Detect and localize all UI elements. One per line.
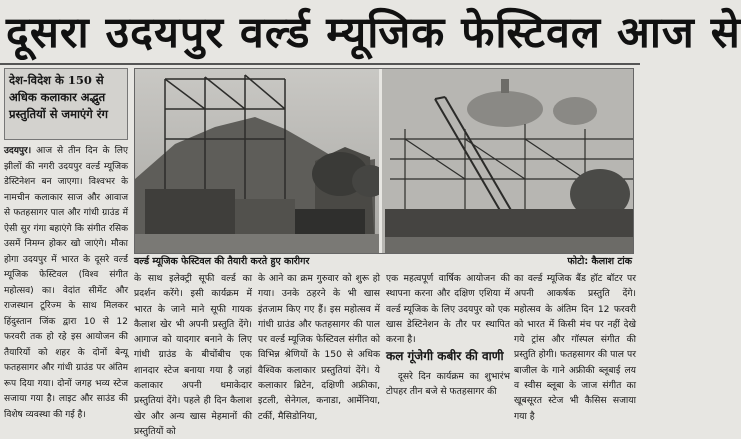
- column-subheading: कल गूंजेगी कबीर की वाणी: [386, 349, 504, 363]
- article-column-4: का वर्ल्ड म्यूजिक बैंड हॉट बॉटर पर अपनी आकर्षक प्रस्तुति देंगे। महोत्सव के अंतिम दिन 12 फरवरी को भारत में किसी मंच पर नहीं देखे गये ट्रांस और गॉस्पल संगीत की प्रस्तुति होगी। फतहसागर की पाल पर बाजील के गाने अफ्रीकी ब्लूबाई लय व स्वीस ब्लूबा के जाज संगीत का खूबसूरत स्टेज भी कैसिस सजाया गया है: [514, 273, 636, 422]
- photo-caption: वर्ल्ड म्यूजिक फेस्टिवल की तैयारी करते हुए कारीगर: [134, 256, 310, 267]
- article-column-3-top: एक महत्वपूर्ण वार्षिक आयोजन की स्थापना करना और दक्षिण एशिया में वर्ल्ड म्यूजिक के लिए उदयपुर को एक खास डेस्टिनेशन के तौर पर स्थापित करना है।: [386, 273, 510, 346]
- article-column-2: के आने का क्रम गुरुवार को शुरू हो गया। उनके ठहरने के भी खास इंतजाम किए गए हैं। इस महोत्सव में गांधी ग्राउंड और फतहसागर की पाल पर वर्ल्ड म्यूजिक फेस्टिवल संगीत को विभिन्न श्रेणियों के 150 से अधिक वैश्विक कलाकार प्रस्तुतियां देंगे। ये कलाकार ब्रिटेन, दक्षिणी अफ्रीका, इटली, सेनेगल, कनाडा, आर्मेनिया, टर्की, मैसिडोनिया,: [258, 273, 380, 422]
- left-column: [4, 144, 128, 420]
- subhead-box: देश-विदेश के 150 से अधिक कलाकार अद्भुत प्रस्तुतियों से जमाएंगे रंग: [4, 68, 128, 140]
- news-photo: [134, 68, 634, 254]
- headline: दूसरा उदयपुर वर्ल्ड म्यूजिक फेस्टिवल आज से: [6, 8, 741, 58]
- photo-credit: फोटो: कैलाश टांक: [567, 256, 632, 267]
- photo-caption-row: [134, 255, 634, 269]
- article-column-1: के साथ इलेक्ट्री सूफी वर्ल्ड का प्रदर्शन करेंगे। इसी कार्यक्रम में भारत के जाने माने सूफी गायक कैलाश खेर भी अपनी प्रस्तुति देंगे। आगाज को यादगार बनाने के लिए गांधी ग्राउंड के बीचोंबीच एक शानदार स्टेज बनाया गया है जहां कलाकार अपनी धमाकेदार प्रस्तुतियां देंगे। पहले ही दिन कैलाश खेर और अन्य खास मेहमानों की प्रस्तुतियों को: [134, 273, 252, 437]
- left-column-text: आज से तीन दिन के लिए झीलों की नगरी उदयपुर वर्ल्ड म्यूजिक डेस्टिनेशन बन जाएगा। विश्वभर के नामचीन कलाकार साज और आवाज से फतहसागर पाल और गांधी ग्राउंड में ऐसी सुर गंगा बहाएंगे कि संगीत रसिक उसमें निमग्न होकर खो जाएंगे। मौका होगा उदयपुर में भारत के दूसरे वर्ल्ड म्यूजिक फेस्टिवल (विश्व संगीत महोत्सव) का। वेदांत सीमेंट और राजस्थान टूरिज्म के साथ मिलकर हिंदुस्तान जिंक द्वारा 10 से 12 फरवरी तक हो रहे इस आयोजन की तैयारियों को शहर के दोनों बेन्यू फतहसागर और गांधी ग्राउंड पर अंतिम रूप दिया गया। दोनों जगह भव्य स्टेज सजाया गया है। लाइट और साउंड की विशेष व्यवस्था की गई है।: [4, 146, 128, 420]
- stage-construction-image: [135, 69, 633, 253]
- headline-rule: [0, 63, 640, 65]
- article-column-3-bottom: दूसरे दिन कार्यक्रम का शुभारंभ टोपहर तीन बजे से फतहसागर की: [386, 371, 510, 398]
- dateline: उदयपुर।: [4, 146, 32, 156]
- article-column-3: [386, 271, 510, 400]
